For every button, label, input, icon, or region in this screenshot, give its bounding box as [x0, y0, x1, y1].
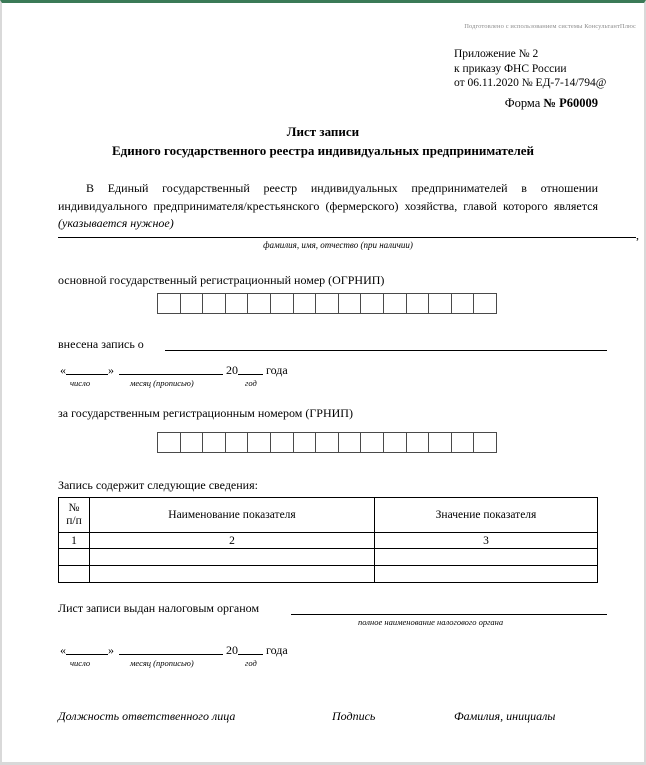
ogrnip-cell[interactable]	[157, 293, 181, 314]
table-cell-empty[interactable]	[375, 549, 598, 566]
issued-date-row[interactable]	[60, 643, 288, 658]
grnip-cell[interactable]	[270, 432, 294, 453]
table-cell-empty[interactable]	[90, 549, 375, 566]
table-body	[59, 533, 598, 583]
record-date-quote-open: «	[60, 363, 66, 377]
grnip-digit-grid[interactable]	[157, 432, 497, 453]
consultant-watermark: Подготовлено с использованием системы КонсультантПлюс	[464, 23, 636, 30]
ogrnip-cell[interactable]	[247, 293, 271, 314]
record-cap-day: число	[70, 378, 91, 388]
issued-org-input-line[interactable]	[291, 614, 607, 615]
grnip-cell[interactable]	[338, 432, 362, 453]
grnip-cell[interactable]	[180, 432, 204, 453]
ogrnip-cell[interactable]	[338, 293, 362, 314]
issued-date-quote-close: »	[108, 643, 114, 657]
appendix-line-1: Приложение № 2	[454, 48, 539, 60]
table-cell-empty[interactable]	[90, 566, 375, 583]
ogrnip-cell[interactable]	[180, 293, 204, 314]
record-input-line[interactable]	[165, 350, 607, 351]
table-row[interactable]	[59, 549, 598, 566]
table-header-number-line1: №	[68, 502, 80, 514]
issued-cap-year: год	[245, 658, 257, 668]
record-date-row[interactable]	[60, 363, 288, 378]
grnip-cell[interactable]	[473, 432, 497, 453]
table-col-index-1: 1	[59, 533, 90, 549]
record-details-table	[58, 497, 598, 583]
grnip-cell[interactable]	[315, 432, 339, 453]
record-day-input[interactable]	[66, 374, 108, 375]
grnip-cell[interactable]	[225, 432, 249, 453]
grnip-cell[interactable]	[202, 432, 226, 453]
ogrnip-digit-grid[interactable]	[157, 293, 497, 314]
ogrnip-cell[interactable]	[428, 293, 452, 314]
table-col-index-3: 3	[375, 533, 598, 549]
table-cell-empty[interactable]	[59, 549, 90, 566]
record-date-quote-close: »	[108, 363, 114, 377]
issued-org-caption: полное наименование налогового органа	[358, 617, 504, 627]
table-header-number	[59, 498, 90, 533]
ogrnip-cell[interactable]	[473, 293, 497, 314]
signature-sign-label: Подпись	[332, 709, 376, 723]
issued-day-input[interactable]	[66, 654, 108, 655]
form-number-label: Форма	[504, 96, 544, 110]
table-row	[59, 533, 598, 549]
appendix-line-2: к приказу ФНС России	[454, 62, 567, 75]
ogrnip-cell[interactable]	[202, 293, 226, 314]
fio-input-line[interactable]	[58, 237, 636, 238]
intro-text: В Единый государственный реестр индивидуальных предпринимателей в отношении индивидуального предпринимателя/крестьянского (фермерского) хозяйства, главой которого является	[58, 181, 598, 213]
grnip-cell[interactable]	[451, 432, 475, 453]
issued-year-suffix: года	[266, 643, 288, 657]
ogrnip-label: основной государственный регистрационный номер (ОГРНИП)	[58, 273, 385, 287]
record-year-suffix: года	[266, 363, 288, 377]
table-header-indicator-value: Значение показателя	[375, 498, 598, 533]
grnip-cell[interactable]	[383, 432, 407, 453]
issued-month-input[interactable]	[119, 654, 223, 655]
grnip-cell[interactable]	[428, 432, 452, 453]
issued-year-input[interactable]	[238, 654, 263, 655]
table-row[interactable]	[59, 566, 598, 583]
table-header-number-line2: п/п	[66, 515, 82, 527]
ogrnip-cell[interactable]	[225, 293, 249, 314]
record-year-prefix: 20	[226, 363, 238, 377]
form-sheet	[2, 3, 644, 762]
record-year-input[interactable]	[238, 374, 263, 375]
title-line-2: Единого государственного реестра индивидуальных предпринимателей	[111, 143, 535, 158]
grnip-cell[interactable]	[247, 432, 271, 453]
fio-caption: фамилия, имя, отчество (при наличии)	[263, 240, 413, 250]
table-header-indicator-name: Наименование показателя	[90, 498, 375, 533]
record-cap-year: год	[245, 378, 257, 388]
ogrnip-cell[interactable]	[293, 293, 317, 314]
grnip-cell[interactable]	[360, 432, 384, 453]
grnip-cell[interactable]	[293, 432, 317, 453]
table-header-row	[59, 498, 598, 533]
ogrnip-cell[interactable]	[315, 293, 339, 314]
grnip-cell[interactable]	[406, 432, 430, 453]
table-cell-empty[interactable]	[375, 566, 598, 583]
appendix-line-3: от 06.11.2020 № ЕД-7-14/794@	[454, 77, 607, 89]
page-title	[2, 122, 644, 160]
issued-cap-day: число	[70, 658, 91, 668]
record-cap-month: месяц (прописью)	[130, 378, 194, 388]
ogrnip-cell[interactable]	[360, 293, 384, 314]
intro-italic-note: (указывается нужное)	[58, 216, 174, 230]
ogrnip-cell[interactable]	[383, 293, 407, 314]
fio-trailing-comma: ,	[636, 228, 639, 242]
ogrnip-cell[interactable]	[270, 293, 294, 314]
table-col-index-2: 2	[90, 533, 375, 549]
signature-name-label: Фамилия, инициалы	[454, 709, 556, 723]
appendix-reference	[454, 47, 606, 91]
form-number-code: № Р60009	[543, 96, 598, 110]
signature-position-label: Должность ответственного лица	[58, 709, 236, 723]
issued-label: Лист записи выдан налоговым органом	[58, 601, 260, 615]
grnip-label: за государственным регистрационным номером (ГРНИП)	[58, 406, 353, 420]
ogrnip-cell[interactable]	[451, 293, 475, 314]
table-cell-empty[interactable]	[59, 566, 90, 583]
grnip-cell[interactable]	[157, 432, 181, 453]
intro-paragraph	[58, 180, 598, 233]
title-line-1: Лист записи	[286, 124, 360, 139]
issued-cap-month: месяц (прописью)	[130, 658, 194, 668]
ogrnip-cell[interactable]	[406, 293, 430, 314]
record-month-input[interactable]	[119, 374, 223, 375]
record-label: внесена запись о	[58, 337, 144, 351]
form-number	[505, 96, 598, 111]
table-intro-label: Запись содержит следующие сведения:	[58, 478, 258, 492]
issued-date-quote-open: «	[60, 643, 66, 657]
issued-year-prefix: 20	[226, 643, 238, 657]
